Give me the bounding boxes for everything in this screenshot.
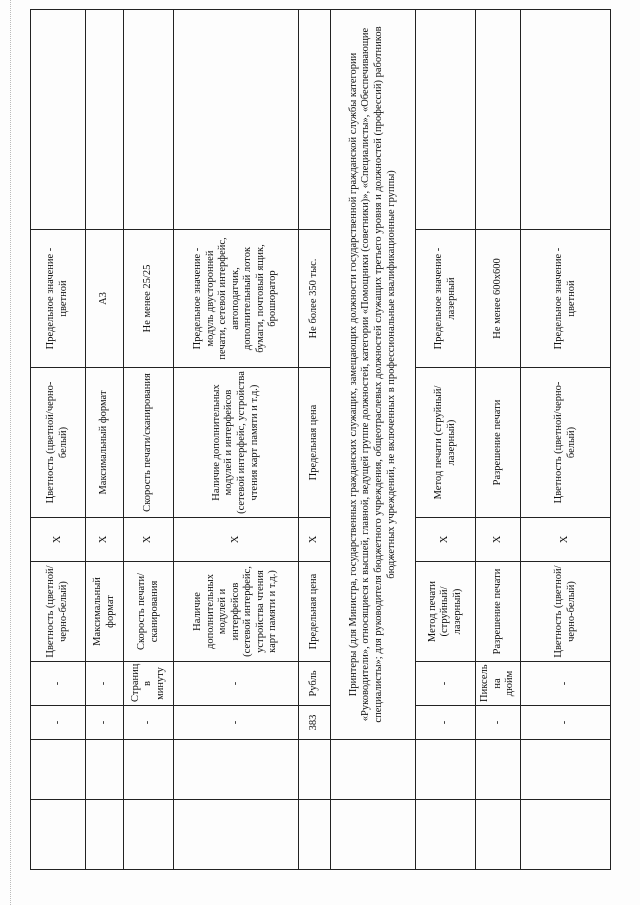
table-cell: Предельная цена xyxy=(299,368,331,518)
table-cell: - xyxy=(521,706,611,740)
table-cell: X xyxy=(299,518,331,562)
table-cell: Цветность (цветной/черно-белый) xyxy=(31,562,86,662)
table-cell: - xyxy=(124,706,174,740)
table-row xyxy=(31,10,86,870)
table-cell: Цветность (цветной/черно-белый) xyxy=(31,368,86,518)
table-cell: - xyxy=(476,706,521,740)
table-cell: А3 xyxy=(86,230,124,368)
table-cell: Максимальный формат xyxy=(86,562,124,662)
table-cell xyxy=(299,800,331,870)
table-cell xyxy=(124,10,174,230)
table-cell: X xyxy=(124,518,174,562)
table-cell: Максимальный формат xyxy=(86,368,124,518)
table-row xyxy=(331,10,416,870)
table-cell: - xyxy=(31,706,86,740)
table-cell xyxy=(174,10,299,230)
table-cell: X xyxy=(174,518,299,562)
specs-table xyxy=(30,9,611,870)
table-cell: Метод печати (струйный/ лазерный) xyxy=(416,368,476,518)
table-cell xyxy=(521,800,611,870)
table-cell xyxy=(31,800,86,870)
table-cell: Скорость печати/сканирования xyxy=(124,368,174,518)
scan-edge xyxy=(10,0,12,905)
table-cell: - xyxy=(521,662,611,706)
table-row xyxy=(416,10,476,870)
table-cell xyxy=(174,740,299,800)
table-row xyxy=(174,10,299,870)
table-cell: X xyxy=(476,518,521,562)
table-cell: - xyxy=(174,662,299,706)
table-cell: - xyxy=(416,706,476,740)
table-cell: Цветность (цветной/черно-белый) xyxy=(521,368,611,518)
table-cell xyxy=(124,740,174,800)
table-cell xyxy=(86,800,124,870)
table-cell xyxy=(86,10,124,230)
table-cell xyxy=(476,740,521,800)
table-cell: 383 xyxy=(299,706,331,740)
table-cell: Разрешение печати xyxy=(476,562,521,662)
table-cell xyxy=(31,10,86,230)
section-header: Принтеры (для Министра, государственных гражданских служащих, замещающих должности государственной гражданской службы категории «Руководители», относящиеся к высшей, главной, ведущей группе должностей, категории «Помощники (советники)», «Специалисты», «Обеспечивающие специалисты»; для руководителя бюджетного учреждения, общеотраслевых должностей служащих третьего уровня и должностей (профессий) работников бюджетных учреждений, не включенных в профессиональные квалификационные группы) xyxy=(331,10,416,740)
table-cell xyxy=(416,800,476,870)
table-cell xyxy=(31,740,86,800)
table-cell: X xyxy=(416,518,476,562)
table-cell xyxy=(476,800,521,870)
table-cell xyxy=(476,10,521,230)
table-cell xyxy=(331,800,416,870)
table-cell: Разрешение печати xyxy=(476,368,521,518)
table-cell xyxy=(124,800,174,870)
table-cell: - xyxy=(174,706,299,740)
table-cell: Не менее 25/25 xyxy=(124,230,174,368)
table-cell xyxy=(331,740,416,800)
table-cell: Не менее 600х600 xyxy=(476,230,521,368)
table-cell: Предельное значение - модуль двусторонней печати, сетевой интерфейс, автоподатчик, дополнительный лоток бумаги, почтовый ящик, брошюратор xyxy=(174,230,299,368)
table-cell: Предельная цена xyxy=(299,562,331,662)
rotated-table-wrapper xyxy=(30,10,610,870)
table-cell: - xyxy=(86,662,124,706)
table-cell: Наличие дополнительных модулей и интерфейсов (сетевой интерфейс, устройства чтения карт памяти и т.д.) xyxy=(174,562,299,662)
table-cell: Цветность (цветной/черно-белый) xyxy=(521,562,611,662)
table-cell: X xyxy=(521,518,611,562)
table-row xyxy=(299,10,331,870)
table-cell xyxy=(299,10,331,230)
table-cell: Рубль xyxy=(299,662,331,706)
table-cell: X xyxy=(31,518,86,562)
table-cell xyxy=(521,10,611,230)
table-cell: - xyxy=(86,706,124,740)
table-cell: Скорость печати/сканирования xyxy=(124,562,174,662)
table-cell xyxy=(86,740,124,800)
table-cell: Метод печати (струйный/ лазерный) xyxy=(416,562,476,662)
table-cell xyxy=(521,740,611,800)
table-row xyxy=(124,10,174,870)
table-cell xyxy=(299,740,331,800)
table-row xyxy=(521,10,611,870)
table-cell xyxy=(416,740,476,800)
table-cell: Наличие дополнительных модулей и интерфейсов (сетевой интерфейс, устройства чтения карт памяти и т.д.) xyxy=(174,368,299,518)
table-cell: - xyxy=(31,662,86,706)
table-cell: X xyxy=(86,518,124,562)
table-row xyxy=(86,10,124,870)
table-cell xyxy=(416,10,476,230)
table-row xyxy=(476,10,521,870)
table-cell: Предельное значение - цветной xyxy=(521,230,611,368)
table-cell: Предельное значение - лазерный xyxy=(416,230,476,368)
table-cell: Не более 350 тыс. xyxy=(299,230,331,368)
table-cell xyxy=(174,800,299,870)
table-cell: Пиксель на дюйм xyxy=(476,662,521,706)
table-cell: - xyxy=(416,662,476,706)
table-cell: Предельное значение - цветной xyxy=(31,230,86,368)
table-cell: Страниц в минуту xyxy=(124,662,174,706)
